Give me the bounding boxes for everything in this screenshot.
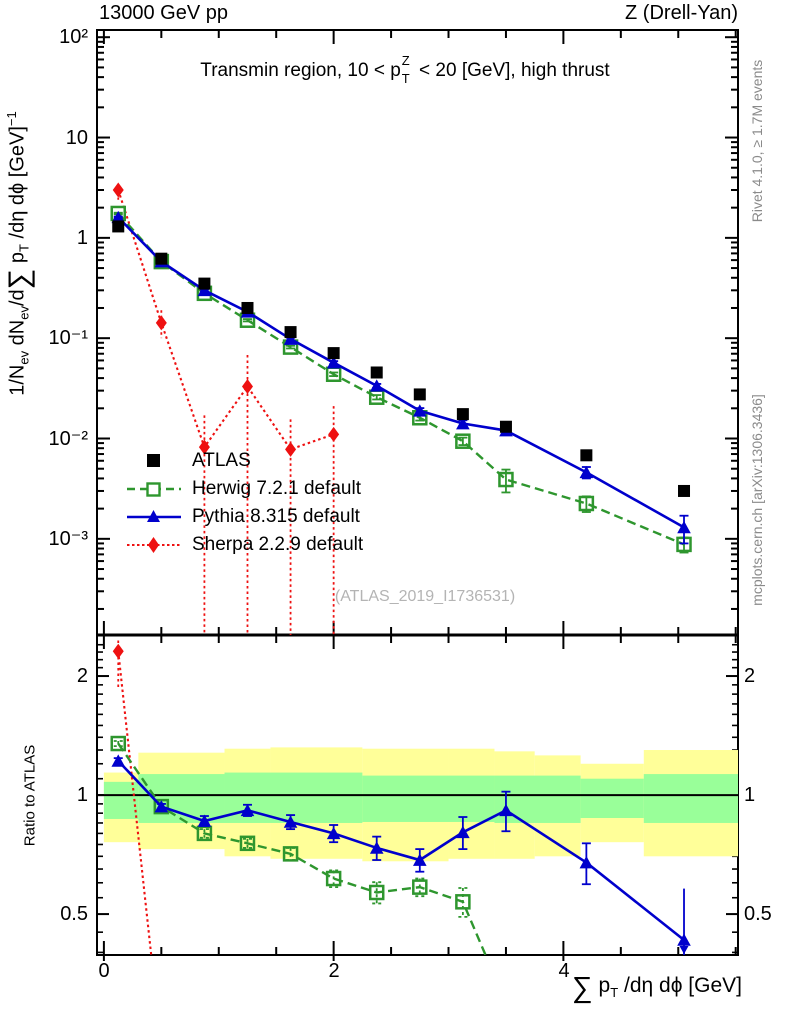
legend-item-herwig: Herwig 7.2.1 default: [126, 475, 363, 503]
uncertainty-band-inner: [138, 774, 224, 823]
y-tick-label-100: 10²: [59, 26, 88, 48]
uncertainty-band-inner: [581, 779, 644, 818]
x-tick-label-0: 0: [98, 960, 110, 982]
mcplots-reference-note: mcplots.cern.ch [arXiv:1306.3436]: [749, 394, 765, 606]
rivet-version-note: Rivet 4.1.0, ≥ 1.7M events: [749, 59, 765, 223]
legend-item-sherpa: Sherpa 2.2.9 default: [126, 531, 363, 559]
analysis-id-watermark: (ATLAS_2019_I1736531): [334, 588, 516, 605]
x-tick-label-4: 4: [558, 960, 570, 982]
uncertainty-band-inner: [362, 776, 494, 822]
plot-title: Transmin region, 10 < p Z T < 20 [GeV], high thrust: [200, 53, 610, 86]
uncertainty-band-inner: [104, 782, 138, 819]
sherpa-marker-icon: [126, 534, 182, 556]
header-beam-energy: 13000 GeV pp: [99, 2, 228, 24]
legend: [126, 447, 363, 559]
pt-z-symbol: Z T: [401, 53, 410, 86]
ratio-tick-label-0p5-right: 0.5: [744, 903, 772, 925]
sum-symbol: ∑: [3, 268, 36, 290]
pythia-marker-icon: [126, 506, 182, 528]
y-tick-label-0p001: 10⁻³: [48, 528, 88, 550]
legend-item-pythia: Pythia 8.315 default: [126, 503, 363, 531]
legend-item-atlas: ATLAS: [126, 447, 363, 475]
ratio-axis-label: Ratio to ATLAS: [21, 744, 39, 847]
x-axis-label: ∑ $p_T$ /dη dϕ [GeV]: [572, 972, 742, 1004]
herwig-marker-icon: [126, 478, 182, 500]
distribution-panel: [111, 182, 690, 635]
ratio-tick-label-0p5-left: 0.5: [60, 903, 88, 925]
ratio-tick-label-2-left: 2: [76, 665, 88, 687]
ratio-tick-label-1-left: 1: [76, 784, 88, 806]
y-tick-label-10: 10: [65, 127, 88, 149]
y-tick-label-0p1: 10⁻¹: [48, 327, 88, 349]
sum-symbol: ∑: [572, 972, 593, 1004]
atlas-marker-icon: [126, 450, 182, 472]
ratio-panel: [97, 640, 738, 1024]
ratio-tick-label-2-right: 2: [744, 665, 756, 687]
header-process: Z (Drell-Yan): [625, 2, 738, 24]
uncertainty-band-inner: [644, 774, 738, 823]
x-tick-label-2: 2: [328, 960, 340, 982]
y-tick-label-1: 1: [76, 227, 88, 249]
y-axis-label: $1/N_{ev}$ $dN_{ev}/d\sum$ $p_T$ /dη dϕ [GeV]$^{-1}$: [3, 111, 36, 396]
y-tick-label-0p01: 10⁻²: [48, 428, 88, 450]
ratio-tick-label-1-right: 1: [744, 784, 756, 806]
